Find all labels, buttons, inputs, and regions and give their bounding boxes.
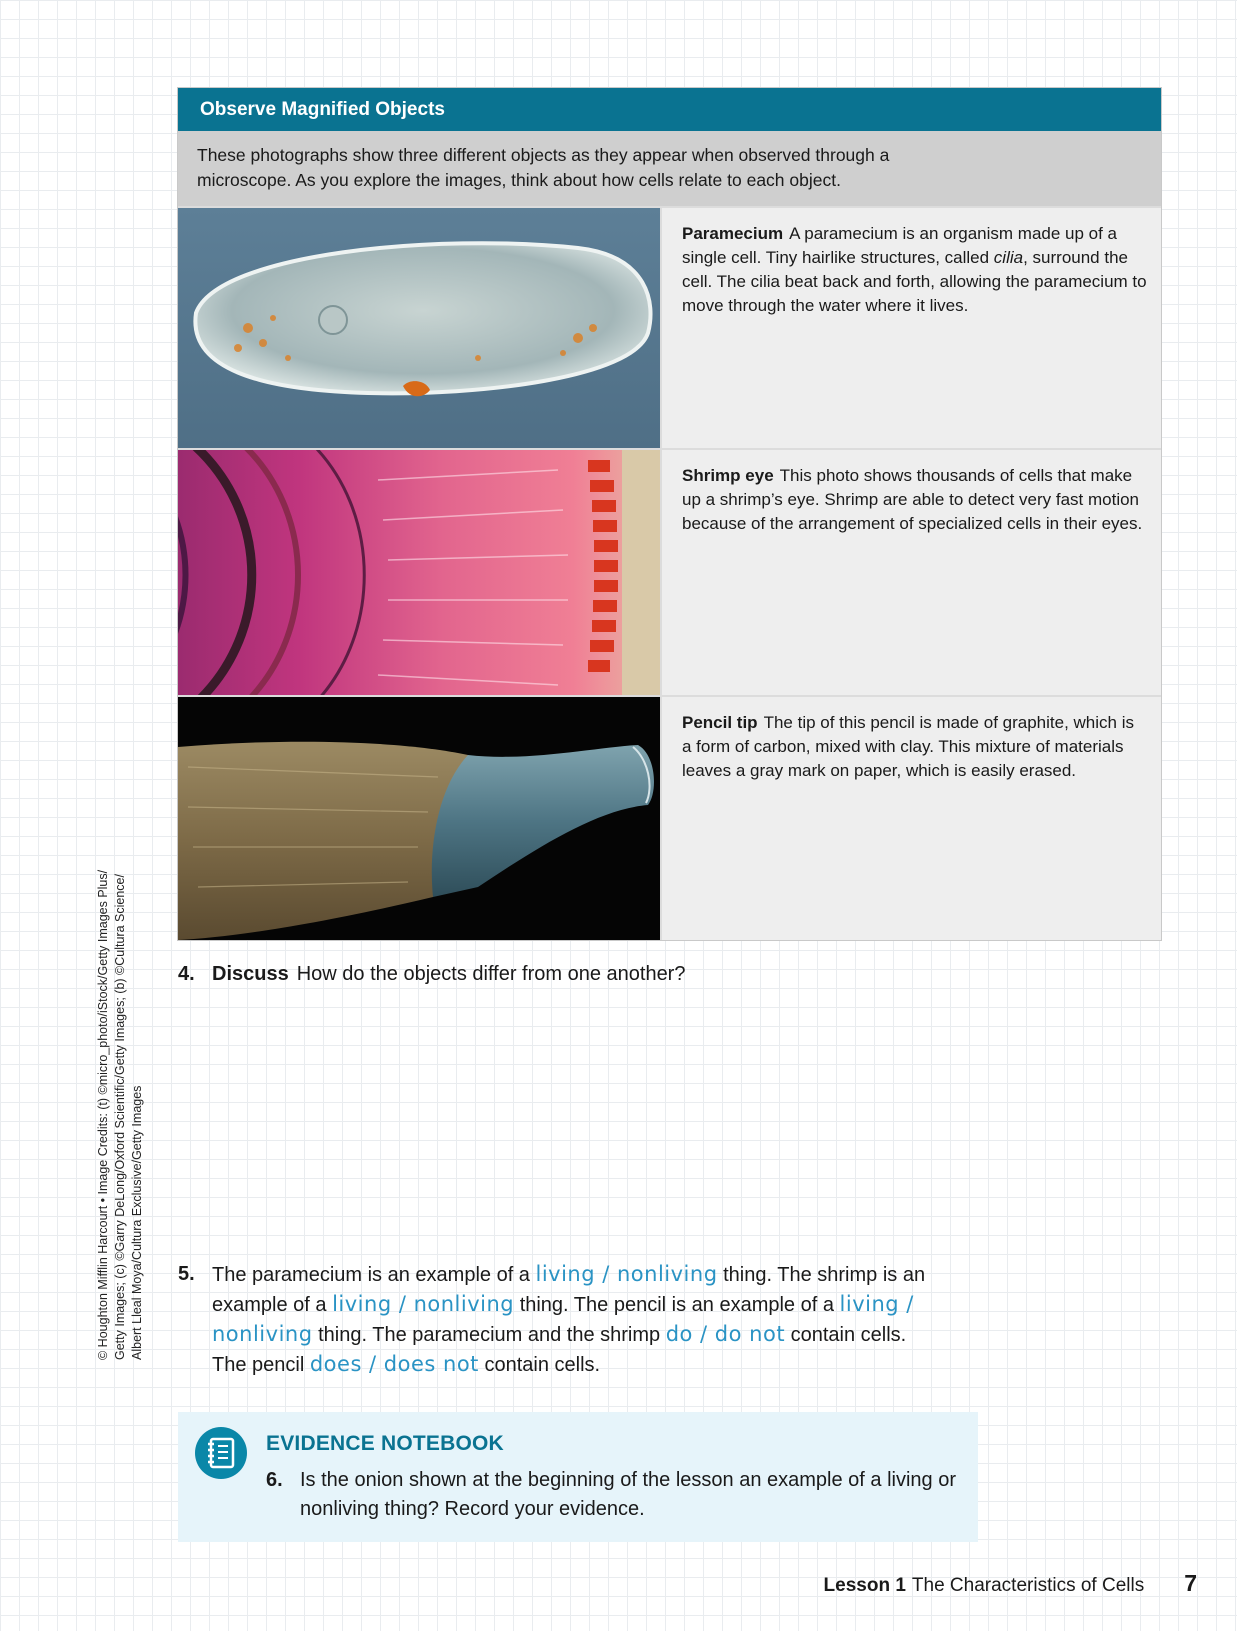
- question-4-lead: Discuss: [212, 963, 289, 985]
- q5-text-4a: The pencil: [212, 1354, 305, 1376]
- shrimp-eye-photo: [178, 450, 662, 695]
- pencil-tip-photo: [178, 697, 662, 940]
- shrimp-eye-description: [662, 450, 1161, 695]
- q5-choice-contain[interactable]: do / do not: [665, 1322, 786, 1346]
- question-4-text: How do the objects differ from one another?: [296, 963, 686, 985]
- question-5-line-3: [212, 1320, 925, 1350]
- credit-line-3: Albert Lleal Moya/Cultura Exclusive/Getty Images: [130, 1085, 144, 1360]
- question-5-line-2: [212, 1290, 925, 1320]
- question-6-number: 6.: [266, 1469, 283, 1491]
- paramecium-photo: [178, 208, 662, 448]
- q5-text-2b: thing. The pencil is an example of a: [519, 1294, 834, 1316]
- footer-lesson: Lesson 1: [823, 1575, 906, 1596]
- credit-line-2: Getty Images; (c) ©Garry DeLong/Oxford Scientific/Getty Images; (b) ©Cultura Science/: [113, 874, 127, 1360]
- cilia-term: cilia: [993, 248, 1024, 267]
- q5-text-1a: The paramecium is an example of a: [212, 1264, 530, 1286]
- panel-intro: [178, 131, 1161, 206]
- pencil-tip-text: The tip of this pencil is made of graphite, which is a form of carbon, mixed with clay. This mixture of materials leaves a gray mark on paper, which is easily erased.: [682, 713, 1134, 780]
- paramecium-text-a: A paramecium is an organism made up of a single cell. Tiny hairlike structures, called: [682, 224, 1118, 267]
- notebook-title: EVIDENCE NOTEBOOK: [266, 1432, 504, 1455]
- page-number: 7: [1184, 1570, 1197, 1596]
- q5-text-3a: thing. The paramecium and the shrimp: [318, 1324, 661, 1346]
- question-4-body: [212, 960, 685, 989]
- question-4-number: 4.: [178, 963, 195, 985]
- q5-text-2a: example of a: [212, 1294, 327, 1316]
- panel-intro-line-2: microscope. As you explore the images, think about how cells relate to each object.: [197, 170, 841, 190]
- panel-title: Observe Magnified Objects: [178, 88, 1161, 131]
- q5-choice-shrimp[interactable]: living / nonliving: [332, 1292, 515, 1316]
- question-5-line-4: [212, 1350, 925, 1380]
- footer-title: The Characteristics of Cells: [911, 1575, 1145, 1596]
- pencil-tip-row: [178, 695, 1161, 940]
- question-5-number: 5.: [178, 1263, 195, 1285]
- shrimp-eye-term: Shrimp eye: [682, 466, 774, 485]
- q5-text-1b: thing. The shrimp is an: [723, 1264, 926, 1286]
- question-5-line-1: [212, 1260, 925, 1290]
- evidence-notebook: [178, 1412, 978, 1542]
- notebook-icon: [194, 1426, 248, 1480]
- paramecium-text-b: , surround the cell. The cilia beat back and forth, allowing the paramecium to move through the water where it lives.: [682, 248, 1147, 315]
- credit-line-1: © Houghton Mifflin Harcourt • Image Credits: (t) ©micro_photo/iStock/Getty Images Plus/: [96, 869, 110, 1360]
- pencil-tip-description: [662, 697, 1161, 940]
- q5-text-3b: contain cells.: [790, 1324, 907, 1346]
- shrimp-eye-text: This photo shows thousands of cells that make up a shrimp’s eye. Shrimp are able to detect very fast motion because of the arrangement of specialized cells in their eyes.: [682, 466, 1143, 533]
- page-footer: [824, 1570, 1197, 1597]
- q5-choice-pencil-cells[interactable]: does / does not: [309, 1352, 479, 1376]
- q5-choice-pencil-b[interactable]: nonliving: [212, 1322, 313, 1346]
- q5-choice-pencil-a[interactable]: living /: [839, 1292, 914, 1316]
- image-credits: [95, 869, 146, 1360]
- q5-choice-paramecium[interactable]: living / nonliving: [535, 1262, 718, 1286]
- observe-panel: [177, 87, 1162, 941]
- paramecium-description: [662, 208, 1161, 448]
- shrimp-eye-row: [178, 448, 1161, 695]
- question-6-text: Is the onion shown at the beginning of the lesson an example of a living or nonliving thing? Record your evidence.: [300, 1469, 956, 1520]
- paramecium-term: Paramecium: [682, 224, 784, 243]
- pencil-tip-term: Pencil tip: [682, 713, 758, 732]
- question-5-body: [212, 1260, 925, 1380]
- panel-intro-line-1: These photographs show three different objects as they appear when observed through a: [197, 145, 890, 165]
- paramecium-row: [178, 206, 1161, 448]
- q5-text-4b: contain cells.: [484, 1354, 601, 1376]
